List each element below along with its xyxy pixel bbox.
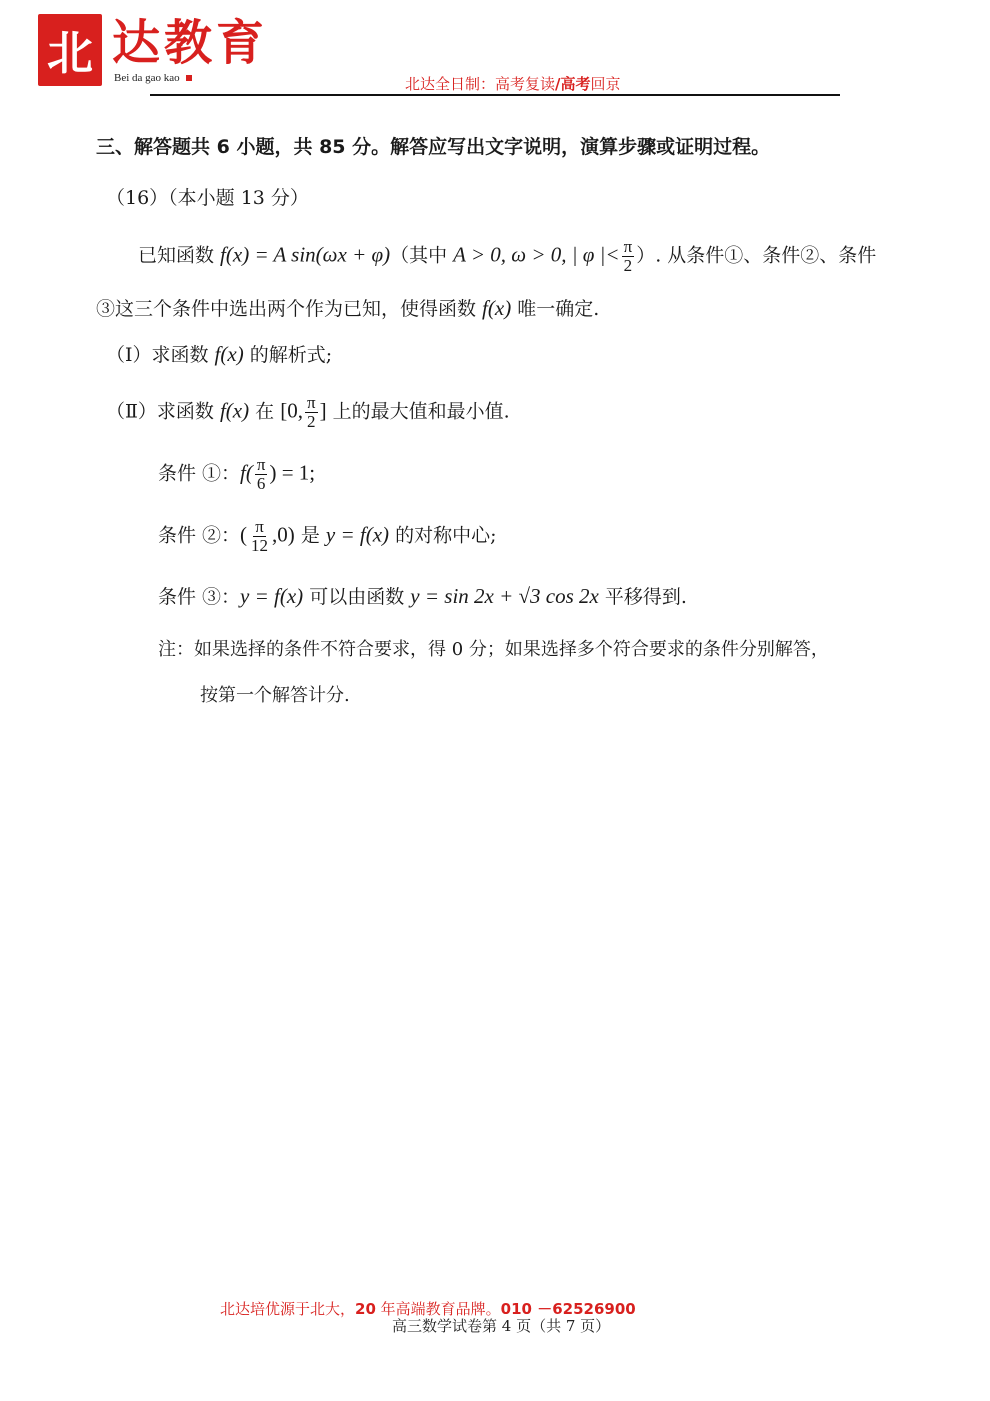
cond1-eq: ) = 1; (269, 460, 316, 485)
ad-phone: 010 －62526900 (500, 1300, 636, 1318)
problem-number: （16）（本小题 13 分） (106, 187, 309, 209)
frac-num: π (256, 455, 266, 474)
part-2 (106, 394, 510, 431)
interval-close: ] (319, 398, 327, 423)
fraction-pi-over-2 (305, 394, 318, 431)
frac-den: 12 (251, 536, 269, 555)
problem-intro-line2 (96, 294, 599, 323)
cond3-label: 条件 ③： (158, 586, 241, 608)
intro-b: （其中 (390, 244, 454, 267)
part2-a: （Ⅱ）求函数 (106, 400, 220, 423)
fx-symbol: f(x) (219, 398, 250, 423)
logo-mark (38, 14, 102, 86)
part-1 (106, 340, 332, 369)
frac-den: 2 (307, 412, 316, 431)
fraction-pi-over-12 (249, 518, 270, 555)
condition-1 (158, 456, 315, 493)
note-line2: 按第一个解答计分. (200, 685, 350, 706)
problem-intro-line1 (138, 238, 876, 275)
intro-c: ）. 从条件①、条件②、条件 (636, 244, 877, 267)
brand-pinyin-text: Bei da gao kao (114, 72, 180, 84)
ad-bold: 20 (355, 1300, 376, 1318)
logo-char: 北 (47, 26, 93, 80)
condition-2 (158, 518, 496, 555)
cond3-tail: 平移得到. (598, 586, 687, 608)
function-definition: f(x) = A sin(ωx + φ) (220, 242, 391, 267)
part2-b: 在 (249, 400, 281, 423)
brand-name: 达教育 (112, 15, 269, 71)
intro-a: 已知函数 (138, 244, 221, 267)
parameter-constraints: A > 0, ω > 0, | φ |< (453, 242, 620, 267)
cond1-label: 条件 ①： (158, 462, 241, 485)
cond2-tail: 的对称中心; (389, 524, 497, 547)
fraction-pi-over-6 (255, 456, 268, 493)
cond1-f: f( (240, 460, 253, 485)
interval-open: [0, (280, 398, 303, 423)
brand-dot-icon (186, 75, 192, 81)
cond2-close: ,0) (272, 522, 295, 547)
slogan-part2: 回京 (590, 75, 621, 93)
ad-part1: 北达培优源于北大， (220, 1300, 356, 1318)
slogan-bold: /高考 (555, 75, 591, 93)
fx-symbol: f(x) (214, 342, 244, 366)
note-line1: 注：如果选择的条件不符合要求，得 0 分；如果选择多个符合要求的条件分别解答， (158, 639, 829, 660)
section-title: 三、解答题共 6 小题，共 85 分。解答应写出文字说明，演算步骤或证明过程。 (96, 136, 771, 158)
page-number: 高三数学试卷第 4 页（共 7 页） (392, 1317, 611, 1335)
frac-num: π (306, 393, 316, 412)
fx-symbol: f(x) (482, 296, 512, 320)
header-slogan (405, 73, 621, 94)
cond2-label: 条件 ②： (158, 524, 241, 547)
frac-num: π (255, 517, 264, 536)
ad-part2: 年高端教育品牌。 (375, 1300, 501, 1318)
y-eq-fx: y = f(x) (240, 584, 304, 608)
part1-a: （Ⅰ）求函数 (106, 344, 215, 366)
slogan-part1: 北达全日制：高考复读 (405, 75, 556, 93)
cond2-text: 是 (294, 524, 326, 547)
condition-3 (158, 582, 687, 611)
cond2-open: ( (240, 522, 248, 547)
intro-line2-a: ③这三个条件中选出两个作为已知，使得函数 (96, 298, 483, 320)
fraction-pi-over-2 (622, 238, 635, 275)
cond3-text: 可以由函数 (303, 586, 411, 608)
part1-b: 的解析式; (243, 344, 333, 366)
intro-line2-b: 唯一确定. (511, 298, 600, 320)
brand-pinyin (114, 72, 192, 84)
frac-num: π (623, 237, 633, 256)
frac-den: 6 (256, 474, 266, 493)
sin-expression: y = sin 2x + √3 cos 2x (410, 584, 599, 608)
y-eq-fx: y = f(x) (325, 522, 390, 547)
header-divider (150, 94, 840, 96)
frac-den: 2 (623, 256, 633, 275)
part2-c: 上的最大值和最小值. (326, 400, 510, 423)
